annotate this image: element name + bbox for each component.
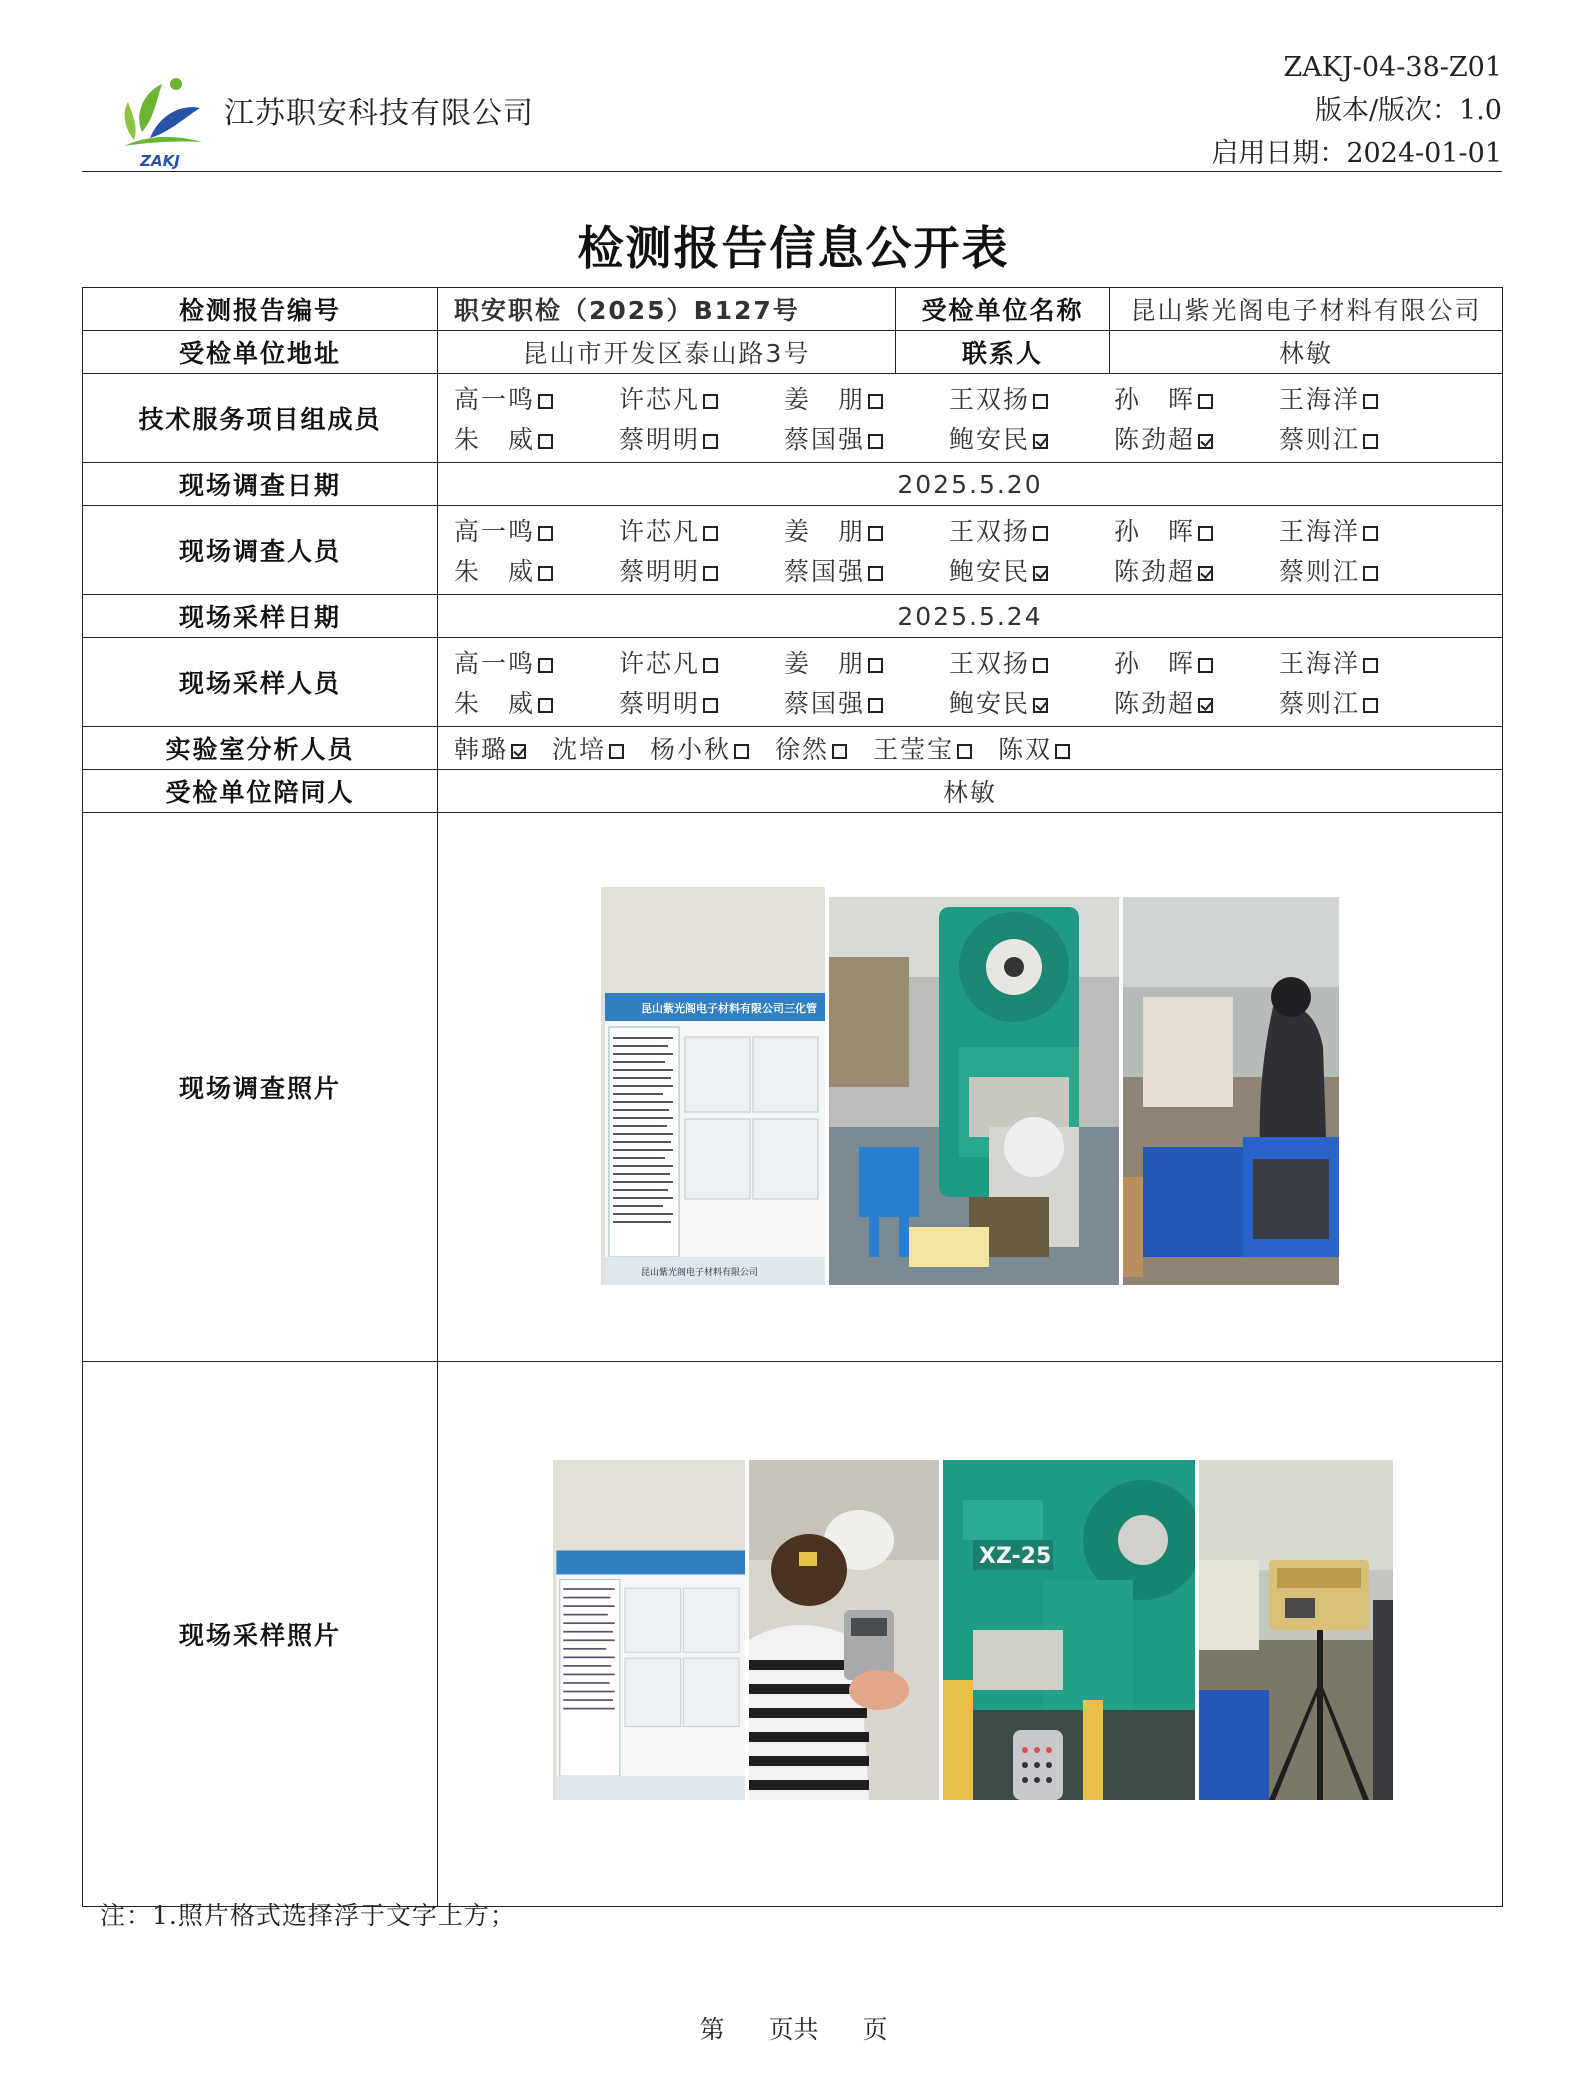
staff-option <box>1114 552 1279 588</box>
staff-option <box>1279 644 1444 680</box>
doc-effective-date: 启用日期：2024-01-01 <box>1211 138 1502 169</box>
row-survey-staff <box>83 506 1503 595</box>
lab-staff-option <box>552 730 624 766</box>
staff-name: 蔡国强 <box>784 689 866 718</box>
unchecked-checkbox[interactable] <box>957 744 972 759</box>
page-label-a: 第 <box>699 2015 725 2044</box>
survey-date-value: 2025.5.20 <box>438 463 1503 506</box>
checked-checkbox[interactable] <box>1033 434 1048 449</box>
unchecked-checkbox[interactable] <box>538 566 553 581</box>
lab-staff-name: 沈培 <box>552 735 607 764</box>
staff-name: 孙 晖 <box>1114 649 1196 678</box>
unchecked-checkbox[interactable] <box>1198 526 1213 541</box>
staff-option <box>619 644 784 680</box>
unchecked-checkbox[interactable] <box>868 658 883 673</box>
row-sampling-date <box>83 595 1503 638</box>
sampling-photo-sampler-tripod <box>1199 1460 1393 1800</box>
unchecked-checkbox[interactable] <box>703 658 718 673</box>
unchecked-checkbox[interactable] <box>1198 658 1213 673</box>
staff-name: 孙 晖 <box>1114 517 1196 546</box>
staff-option <box>949 512 1114 548</box>
sampling-photo-worker-meter <box>749 1460 939 1800</box>
survey-photos <box>438 813 1502 1361</box>
staff-option <box>949 380 1114 416</box>
staff-option <box>949 684 1114 720</box>
lab-label: 实验室分析人员 <box>83 727 438 770</box>
row-escort <box>83 770 1503 813</box>
company-name: 江苏职安科技有限公司 <box>224 96 534 131</box>
staff-option <box>1114 420 1279 456</box>
page-footer <box>0 2010 1587 2046</box>
unchecked-checkbox[interactable] <box>1055 744 1070 759</box>
unchecked-checkbox[interactable] <box>538 434 553 449</box>
doc-version: 版本/版次：1.0 <box>1314 95 1502 126</box>
checked-checkbox[interactable] <box>511 744 526 759</box>
staff-name: 鲍安民 <box>949 425 1031 454</box>
company-logo <box>104 62 214 172</box>
footnote: 注：1.照片格式选择浮于文字上方； <box>100 1901 516 1930</box>
staff-name: 蔡则江 <box>1279 557 1361 586</box>
staff-name: 鲍安民 <box>949 557 1031 586</box>
unchecked-checkbox[interactable] <box>1033 526 1048 541</box>
staff-name: 王海洋 <box>1279 649 1361 678</box>
staff-name: 陈劲超 <box>1114 557 1196 586</box>
staff-option <box>619 684 784 720</box>
staff-option <box>619 552 784 588</box>
staff-option <box>1279 380 1444 416</box>
unchecked-checkbox[interactable] <box>538 658 553 673</box>
staff-name: 许芯凡 <box>619 517 701 546</box>
doc-info <box>1211 46 1502 175</box>
staff-name: 蔡国强 <box>784 425 866 454</box>
staff-name: 高一鸣 <box>454 649 536 678</box>
lab-staff-name: 杨小秋 <box>650 735 732 764</box>
unchecked-checkbox[interactable] <box>868 566 883 581</box>
lab-staff-option <box>454 730 526 766</box>
board-title: 昆山紫光阁电子材料有限公司三化管 <box>641 1002 817 1015</box>
unchecked-checkbox[interactable] <box>538 526 553 541</box>
checked-checkbox[interactable] <box>1198 566 1213 581</box>
staff-option <box>454 552 619 588</box>
staff-option <box>784 420 949 456</box>
sampling-photo-safety-board <box>553 1460 745 1800</box>
unchecked-checkbox[interactable] <box>1033 658 1048 673</box>
unchecked-checkbox[interactable] <box>703 434 718 449</box>
sampling-photos <box>438 1362 1502 1906</box>
unchecked-checkbox[interactable] <box>703 566 718 581</box>
logo-text: ZAKJ <box>140 152 180 170</box>
staff-option <box>454 420 619 456</box>
survey-photo-safety-board <box>601 887 825 1285</box>
staff-option <box>454 380 619 416</box>
lab-staff <box>438 730 1502 766</box>
staff-name: 朱 威 <box>454 557 536 586</box>
unchecked-checkbox[interactable] <box>703 526 718 541</box>
staff-name: 王双扬 <box>949 385 1031 414</box>
sampling-date-value: 2025.5.24 <box>438 595 1503 638</box>
lab-staff-option <box>775 730 847 766</box>
lab-staff-name: 徐然 <box>775 735 830 764</box>
unchecked-checkbox[interactable] <box>868 526 883 541</box>
staff-option <box>1114 644 1279 680</box>
staff-option <box>1279 512 1444 548</box>
lab-staff-option <box>998 730 1070 766</box>
row-team <box>83 374 1503 463</box>
staff-option <box>949 420 1114 456</box>
unchecked-checkbox[interactable] <box>1033 394 1048 409</box>
staff-name: 许芯凡 <box>619 649 701 678</box>
sampling-photo-xz25-machine <box>943 1460 1195 1800</box>
staff-name: 蔡国强 <box>784 557 866 586</box>
survey-staff <box>438 506 1502 594</box>
page-label-c: 页 <box>862 2015 888 2044</box>
staff-name: 高一鸣 <box>454 385 536 414</box>
team-label: 技术服务项目组成员 <box>83 374 438 463</box>
team-members <box>438 374 1502 462</box>
staff-option <box>1279 420 1444 456</box>
staff-option <box>1279 552 1444 588</box>
survey-photo-label: 现场调查照片 <box>83 813 438 1362</box>
sampling-date-label: 现场采样日期 <box>83 595 438 638</box>
contact-label: 联系人 <box>896 331 1110 374</box>
staff-option <box>949 644 1114 680</box>
staff-option <box>784 684 949 720</box>
staff-name: 王海洋 <box>1279 517 1361 546</box>
report-info-table <box>82 287 1503 1907</box>
machine-label: XZ-25 <box>979 1544 1052 1569</box>
escort-value: 林敏 <box>438 770 1503 813</box>
page-title: 检测报告信息公开表 <box>577 221 1010 275</box>
survey-photo-punch-machine <box>829 897 1119 1285</box>
escort-label: 受检单位陪同人 <box>83 770 438 813</box>
staff-name: 鲍安民 <box>949 689 1031 718</box>
lab-staff-option <box>873 730 972 766</box>
staff-name: 朱 威 <box>454 689 536 718</box>
staff-name: 姜 朋 <box>784 385 866 414</box>
staff-option <box>1114 684 1279 720</box>
staff-name: 高一鸣 <box>454 517 536 546</box>
row-address <box>83 331 1503 374</box>
staff-option <box>454 684 619 720</box>
staff-name: 蔡明明 <box>619 689 701 718</box>
staff-option <box>1279 684 1444 720</box>
sampling-staff <box>438 638 1502 726</box>
unchecked-checkbox[interactable] <box>1198 394 1213 409</box>
staff-option <box>784 644 949 680</box>
unchecked-checkbox[interactable] <box>1363 698 1378 713</box>
checked-checkbox[interactable] <box>1033 698 1048 713</box>
staff-option <box>784 380 949 416</box>
staff-name: 蔡则江 <box>1279 689 1361 718</box>
staff-name: 蔡明明 <box>619 557 701 586</box>
staff-name: 王双扬 <box>949 649 1031 678</box>
sampling-staff-label: 现场采样人员 <box>83 638 438 727</box>
staff-name: 姜 朋 <box>784 517 866 546</box>
lab-staff-name: 王莹宝 <box>873 735 955 764</box>
unchecked-checkbox[interactable] <box>538 698 553 713</box>
row-survey-date <box>83 463 1503 506</box>
staff-name: 许芯凡 <box>619 385 701 414</box>
row-lab <box>83 727 1503 770</box>
survey-date-label: 现场调查日期 <box>83 463 438 506</box>
unchecked-checkbox[interactable] <box>868 394 883 409</box>
sampling-photo-label: 现场采样照片 <box>83 1362 438 1907</box>
staff-option <box>454 512 619 548</box>
lab-staff-option <box>650 730 749 766</box>
staff-option <box>1114 512 1279 548</box>
staff-name: 孙 晖 <box>1114 385 1196 414</box>
doc-code: ZAKJ-04-38-Z01 <box>1283 52 1502 83</box>
staff-option <box>949 552 1114 588</box>
staff-name: 陈劲超 <box>1114 689 1196 718</box>
survey-staff-label: 现场调查人员 <box>83 506 438 595</box>
unit-name-value: 昆山紫光阁电子材料有限公司 <box>1110 288 1503 331</box>
unchecked-checkbox[interactable] <box>609 744 624 759</box>
report-no-value: 职安职检（2025）B127号 <box>438 288 896 331</box>
row-survey-photos <box>83 813 1503 1362</box>
staff-name: 朱 威 <box>454 425 536 454</box>
unchecked-checkbox[interactable] <box>703 698 718 713</box>
unchecked-checkbox[interactable] <box>1363 434 1378 449</box>
contact-value: 林敏 <box>1110 331 1503 374</box>
staff-name: 蔡明明 <box>619 425 701 454</box>
unchecked-checkbox[interactable] <box>868 698 883 713</box>
staff-option <box>619 512 784 548</box>
report-no-label: 检测报告编号 <box>83 288 438 331</box>
unchecked-checkbox[interactable] <box>1363 658 1378 673</box>
unchecked-checkbox[interactable] <box>538 394 553 409</box>
page-label-b: 页共 <box>768 2015 819 2044</box>
staff-name: 蔡则江 <box>1279 425 1361 454</box>
staff-option <box>619 380 784 416</box>
board-footer: 昆山紫光阁电子材料有限公司 <box>641 1268 759 1278</box>
staff-name: 陈劲超 <box>1114 425 1196 454</box>
unchecked-checkbox[interactable] <box>734 744 749 759</box>
address-label: 受检单位地址 <box>83 331 438 374</box>
staff-option <box>784 512 949 548</box>
staff-name: 王海洋 <box>1279 385 1361 414</box>
page-header <box>82 40 1502 172</box>
survey-photo-workshop <box>1123 897 1339 1285</box>
unchecked-checkbox[interactable] <box>1363 566 1378 581</box>
lab-staff-name: 韩璐 <box>454 735 509 764</box>
lab-staff-name: 陈双 <box>998 735 1053 764</box>
unchecked-checkbox[interactable] <box>1363 394 1378 409</box>
checked-checkbox[interactable] <box>1198 698 1213 713</box>
unchecked-checkbox[interactable] <box>1363 526 1378 541</box>
staff-name: 姜 朋 <box>784 649 866 678</box>
staff-option <box>784 552 949 588</box>
row-sampling-staff <box>83 638 1503 727</box>
staff-name: 王双扬 <box>949 517 1031 546</box>
staff-option <box>1114 380 1279 416</box>
row-sampling-photos <box>83 1362 1503 1907</box>
staff-option <box>454 644 619 680</box>
row-report-no <box>83 288 1503 331</box>
header-divider <box>82 171 1502 172</box>
unchecked-checkbox[interactable] <box>703 394 718 409</box>
checked-checkbox[interactable] <box>1033 566 1048 581</box>
checked-checkbox[interactable] <box>1198 434 1213 449</box>
address-value: 昆山市开发区泰山路3号 <box>438 331 896 374</box>
unchecked-checkbox[interactable] <box>832 744 847 759</box>
unchecked-checkbox[interactable] <box>868 434 883 449</box>
staff-option <box>619 420 784 456</box>
unit-name-label: 受检单位名称 <box>896 288 1110 331</box>
